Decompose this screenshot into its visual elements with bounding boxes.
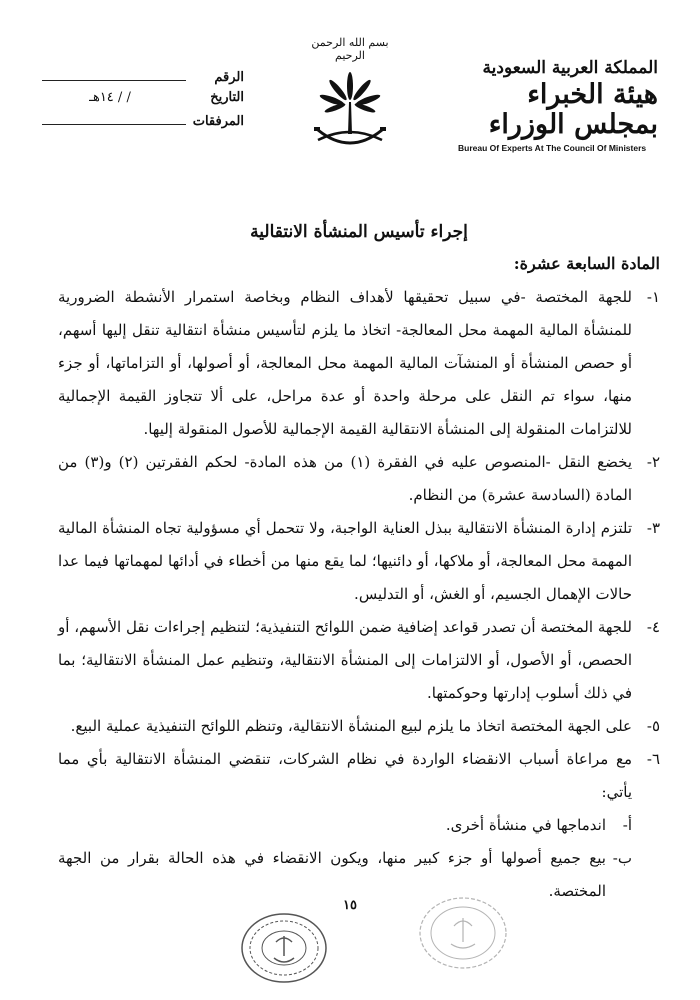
paragraph-number: ٤- [646, 618, 660, 636]
article-heading: المادة السابعة عشرة: [513, 254, 660, 273]
attachments-row [34, 112, 244, 134]
document-body [58, 222, 660, 908]
paragraph-4 [58, 611, 660, 710]
document-title: إجراء تأسيس المنشأة الانتقالية [250, 222, 468, 242]
subitem-text: بيع جميع أصولها أو جزء كبير منها، ويكون الانقضاء في هذه الحالة بقرار من الجهة المختصة. [58, 849, 606, 900]
paragraph-number: ١- [646, 288, 660, 306]
paragraph-text: على الجهة المختصة اتخاذ ما يلزم لبيع المنشأة الانتقالية، وتنظم اللوائح التنفيذية عملية البيع. [70, 717, 632, 735]
paragraph-5 [58, 710, 660, 743]
paragraph-text: للجهة المختصة -في سبيل تحقيقها لأهداف النظام وبخاصة استمرار الأنشطة الضرورية للمنشأة المالية المهمة محل المعالجة- اتخاذ ما يلزم لتأسيس منشأة انتقالية تنقل إليها أسهم، أو حصص المنشأة أو المنشآت المالية المهمة محل المعالجة، أو أصولها، أو التزاماتها، أو جزء منها، سواء تم النقل على مرحلة واحدة أو عدة مراحل، على ألا تتجاوز القيمة الإجمالية للالتزامات المنقولة إلى المنشأة الانتقالية القيمة الإجمالية للأصول المنقولة إليها. [58, 288, 632, 438]
page-number: ١٥ [343, 898, 357, 913]
paragraph-6 [58, 743, 660, 809]
paragraph-number: ٦- [646, 750, 660, 768]
bureau-name-arabic: هيئة الخبراء بمجلس الوزراء [488, 79, 658, 140]
paragraph-text: يخضع النقل -المنصوص عليه في الفقرة (١) من هذه المادة- لحكم الفقرتين (٢) و(٣) من المادة (السادسة عشرة) من النظام. [58, 453, 633, 504]
subitem-letter: أ- [622, 816, 632, 834]
date-row [34, 90, 244, 112]
number-label: الرقم [214, 70, 244, 85]
attachments-fill-line [42, 112, 186, 125]
date-value: / / ١٤هـ [89, 90, 131, 105]
letterhead-organization [458, 58, 658, 153]
paragraph-number: ٣- [646, 519, 660, 537]
subitem-a [58, 809, 660, 842]
subitem-text: اندماجها في منشأة أخرى. [445, 816, 606, 834]
basmala: بسم الله الرحمن الرحيم [311, 36, 389, 62]
bureau-name-english: Bureau Of Experts At The Council Of Ministers [458, 143, 647, 154]
palm-swords-emblem-icon [310, 64, 390, 154]
attachments-label: المرفقات [192, 114, 244, 129]
paragraph-text: للجهة المختصة أن تصدر قواعد إضافية ضمن اللوائح التنفيذية؛ لتنظيم إجراءات نقل الأسهم، أو الحصص، أو الأصول، أو الالتزامات إلى المنشأة الانتقالية، وتنظيم عمل المنشأة الانتقالية؛ بما في ذلك أسلوب إدارتها وحوكمتها. [58, 618, 632, 702]
kingdom-name: المملكة العربية السعودية [482, 58, 658, 78]
faint-seal-icon [418, 896, 508, 970]
letter-reference-block [34, 68, 244, 134]
paragraph-text: تلتزم إدارة المنشأة الانتقالية ببذل العناية الواجبة، ولا تتحمل أي مسؤولية تجاه المنشأة المالية المهمة محل المعالجة، أو ملاكها، أو دائنيها؛ لما يقع منها من أخطاء في أدائها لمهماتها فيما عدا حالات الإهمال الجسيم، أو الغش، أو التدليس. [58, 519, 632, 603]
paragraph-text: مع مراعاة أسباب الانقضاء الواردة في نظام الشركات، تنقضي المنشأة الانتقالية بأي مما يأتي: [58, 750, 632, 801]
number-fill-line [42, 68, 186, 81]
paragraph-1 [58, 281, 660, 446]
letterhead-emblem-block [300, 36, 400, 154]
official-seal-icon [240, 912, 328, 984]
reference-number-row [34, 68, 244, 90]
subitem-letter: ب- [612, 849, 632, 867]
paragraph-number: ٥- [646, 717, 660, 735]
paragraph-2 [58, 446, 660, 512]
paragraph-3 [58, 512, 660, 611]
date-label: التاريخ [210, 90, 244, 105]
paragraph-number: ٢- [646, 453, 660, 471]
